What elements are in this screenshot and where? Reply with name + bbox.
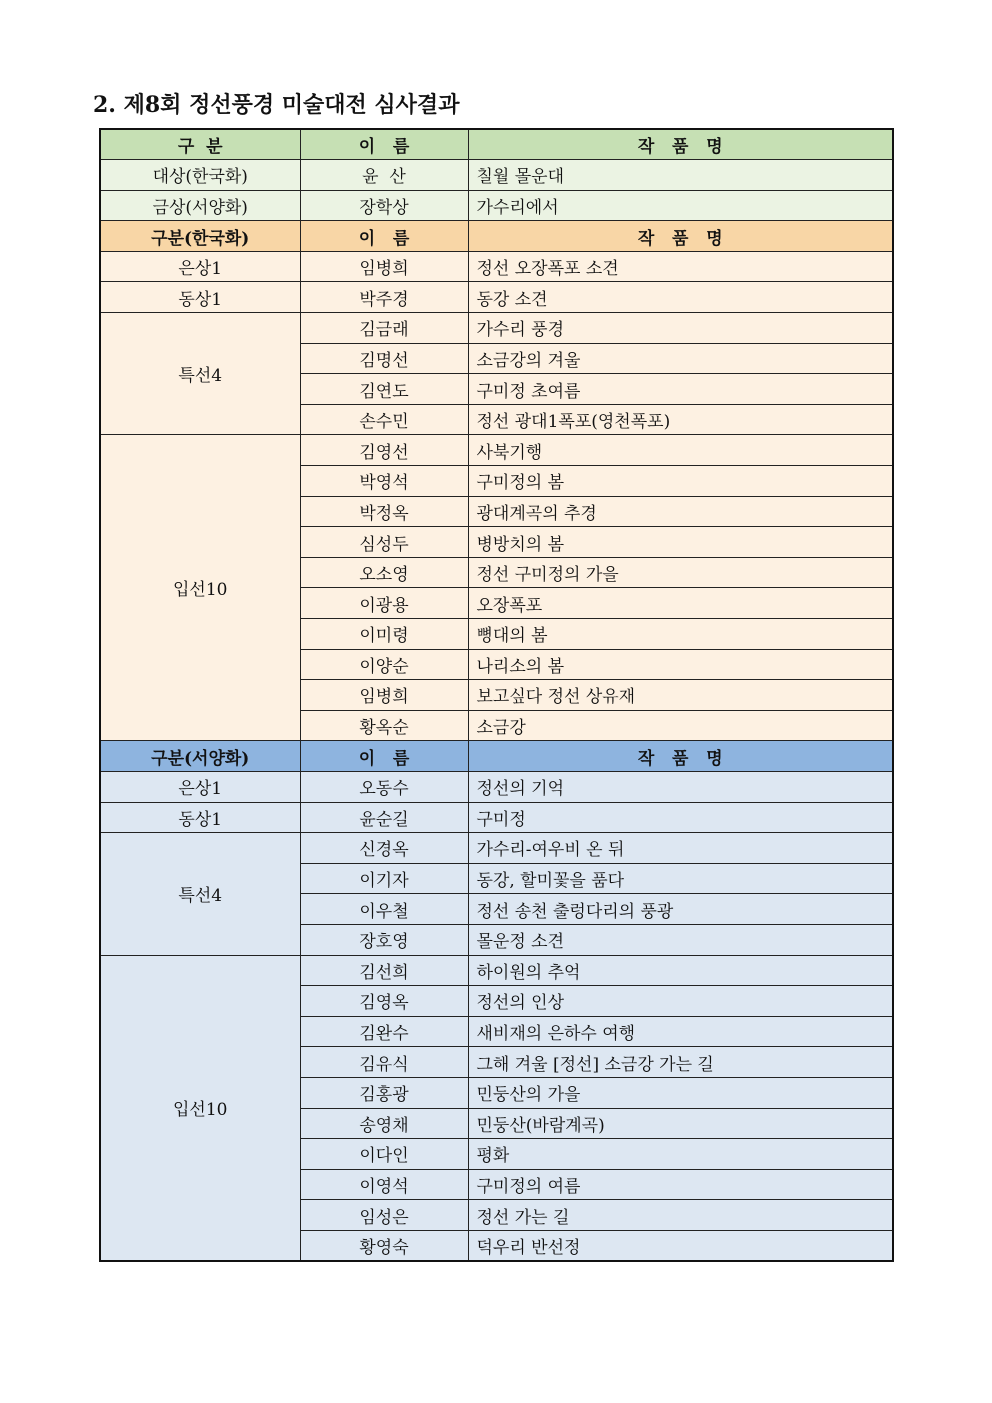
section-header-row	[100, 741, 893, 772]
work-title: 민둥산(바람계곡)	[468, 1108, 893, 1139]
artist-name: 이다인	[300, 1139, 468, 1170]
work-title: 가수리-여우비 온 뒤	[468, 833, 893, 864]
artist-name: 윤 산	[300, 160, 468, 191]
table-row	[100, 435, 893, 466]
work-title: 동강 소견	[468, 282, 893, 313]
award-category: 은상1	[100, 771, 300, 802]
artist-name: 김유식	[300, 1047, 468, 1078]
table-row	[100, 160, 893, 191]
artist-name: 김금래	[300, 313, 468, 344]
artist-name: 오동수	[300, 771, 468, 802]
work-title: 광대계곡의 추경	[468, 496, 893, 527]
work-title: 나리소의 봄	[468, 649, 893, 680]
artist-name: 임병희	[300, 680, 468, 711]
table-row	[100, 251, 893, 282]
award-category-group: 입선10	[100, 955, 300, 1261]
work-title: 뼝대의 봄	[468, 619, 893, 650]
section-header-name: 이 름	[300, 221, 468, 252]
work-title: 동강, 할미꽃을 품다	[468, 863, 893, 894]
work-title: 정선 오장폭포 소견	[468, 251, 893, 282]
work-title: 하이원의 추억	[468, 955, 893, 986]
work-title: 구미정의 여름	[468, 1169, 893, 1200]
artist-name: 송영채	[300, 1108, 468, 1139]
award-category: 동상1	[100, 282, 300, 313]
artist-name: 신경옥	[300, 833, 468, 864]
section-header-work: 작 품 명	[468, 741, 893, 772]
artist-name: 김명선	[300, 343, 468, 374]
work-title: 칠월 몰운대	[468, 160, 893, 191]
artist-name: 김영옥	[300, 986, 468, 1017]
artist-name: 장호영	[300, 924, 468, 955]
page-title: 2. 제8회 정선풍경 미술대전 심사결과	[93, 92, 460, 118]
award-category-group: 입선10	[100, 435, 300, 741]
work-title: 정선의 기억	[468, 771, 893, 802]
section-header-name: 이 름	[300, 741, 468, 772]
artist-name: 김완수	[300, 1016, 468, 1047]
work-title: 병방치의 봄	[468, 527, 893, 558]
artist-name: 임병희	[300, 251, 468, 282]
section-header-work: 작 품 명	[468, 221, 893, 252]
artist-name: 김선희	[300, 955, 468, 986]
award-category: 금상(서양화)	[100, 190, 300, 221]
work-title: 새비재의 은하수 여행	[468, 1016, 893, 1047]
table-row	[100, 313, 893, 344]
work-title: 몰운정 소견	[468, 924, 893, 955]
artist-name: 이광용	[300, 588, 468, 619]
work-title: 구미정 초여름	[468, 374, 893, 405]
artist-name: 박영석	[300, 466, 468, 497]
table-row	[100, 771, 893, 802]
table-row	[100, 802, 893, 833]
work-title: 평화	[468, 1139, 893, 1170]
header-name: 이 름	[300, 129, 468, 160]
artist-name: 임성은	[300, 1200, 468, 1231]
artist-name: 이우철	[300, 894, 468, 925]
work-title: 소금강	[468, 710, 893, 741]
work-title: 구미정	[468, 802, 893, 833]
section-header-row	[100, 221, 893, 252]
artist-name: 박정옥	[300, 496, 468, 527]
table-row	[100, 190, 893, 221]
table-row	[100, 955, 893, 986]
work-title: 정선 가는 길	[468, 1200, 893, 1231]
award-category: 은상1	[100, 251, 300, 282]
artist-name: 황옥순	[300, 710, 468, 741]
artist-name: 황영숙	[300, 1230, 468, 1261]
artist-name: 김영선	[300, 435, 468, 466]
artist-name: 손수민	[300, 404, 468, 435]
work-title: 오장폭포	[468, 588, 893, 619]
work-title: 사북기행	[468, 435, 893, 466]
artist-name: 이기자	[300, 863, 468, 894]
work-title: 정선 구미정의 가을	[468, 557, 893, 588]
award-category: 대상(한국화)	[100, 160, 300, 191]
section-header-category: 구분(한국화)	[100, 221, 300, 252]
artist-name: 김홍광	[300, 1077, 468, 1108]
award-category-group: 특선4	[100, 833, 300, 955]
table-row	[100, 833, 893, 864]
artist-name: 이영석	[300, 1169, 468, 1200]
work-title: 민둥산의 가을	[468, 1077, 893, 1108]
section-header-category: 구분(서양화)	[100, 741, 300, 772]
header-work: 작 품 명	[468, 129, 893, 160]
artist-name: 오소영	[300, 557, 468, 588]
work-title: 구미정의 봄	[468, 466, 893, 497]
work-title: 가수리 풍경	[468, 313, 893, 344]
award-category: 동상1	[100, 802, 300, 833]
artist-name: 이미령	[300, 619, 468, 650]
artist-name: 이양순	[300, 649, 468, 680]
work-title: 보고싶다 정선 상유재	[468, 680, 893, 711]
work-title: 덕우리 반선정	[468, 1230, 893, 1261]
work-title: 그해 겨울 [정선] 소금강 가는 길	[468, 1047, 893, 1078]
work-title: 정선 송천 출렁다리의 풍광	[468, 894, 893, 925]
results-table	[99, 128, 894, 1262]
header-category: 구 분	[100, 129, 300, 160]
artist-name: 장학상	[300, 190, 468, 221]
work-title: 정선 광대1폭포(영천폭포)	[468, 404, 893, 435]
artist-name: 박주경	[300, 282, 468, 313]
table-header-row	[100, 129, 893, 160]
award-category-group: 특선4	[100, 313, 300, 435]
table-row	[100, 282, 893, 313]
work-title: 가수리에서	[468, 190, 893, 221]
work-title: 정선의 인상	[468, 986, 893, 1017]
artist-name: 심성두	[300, 527, 468, 558]
artist-name: 윤순길	[300, 802, 468, 833]
work-title: 소금강의 겨울	[468, 343, 893, 374]
artist-name: 김연도	[300, 374, 468, 405]
